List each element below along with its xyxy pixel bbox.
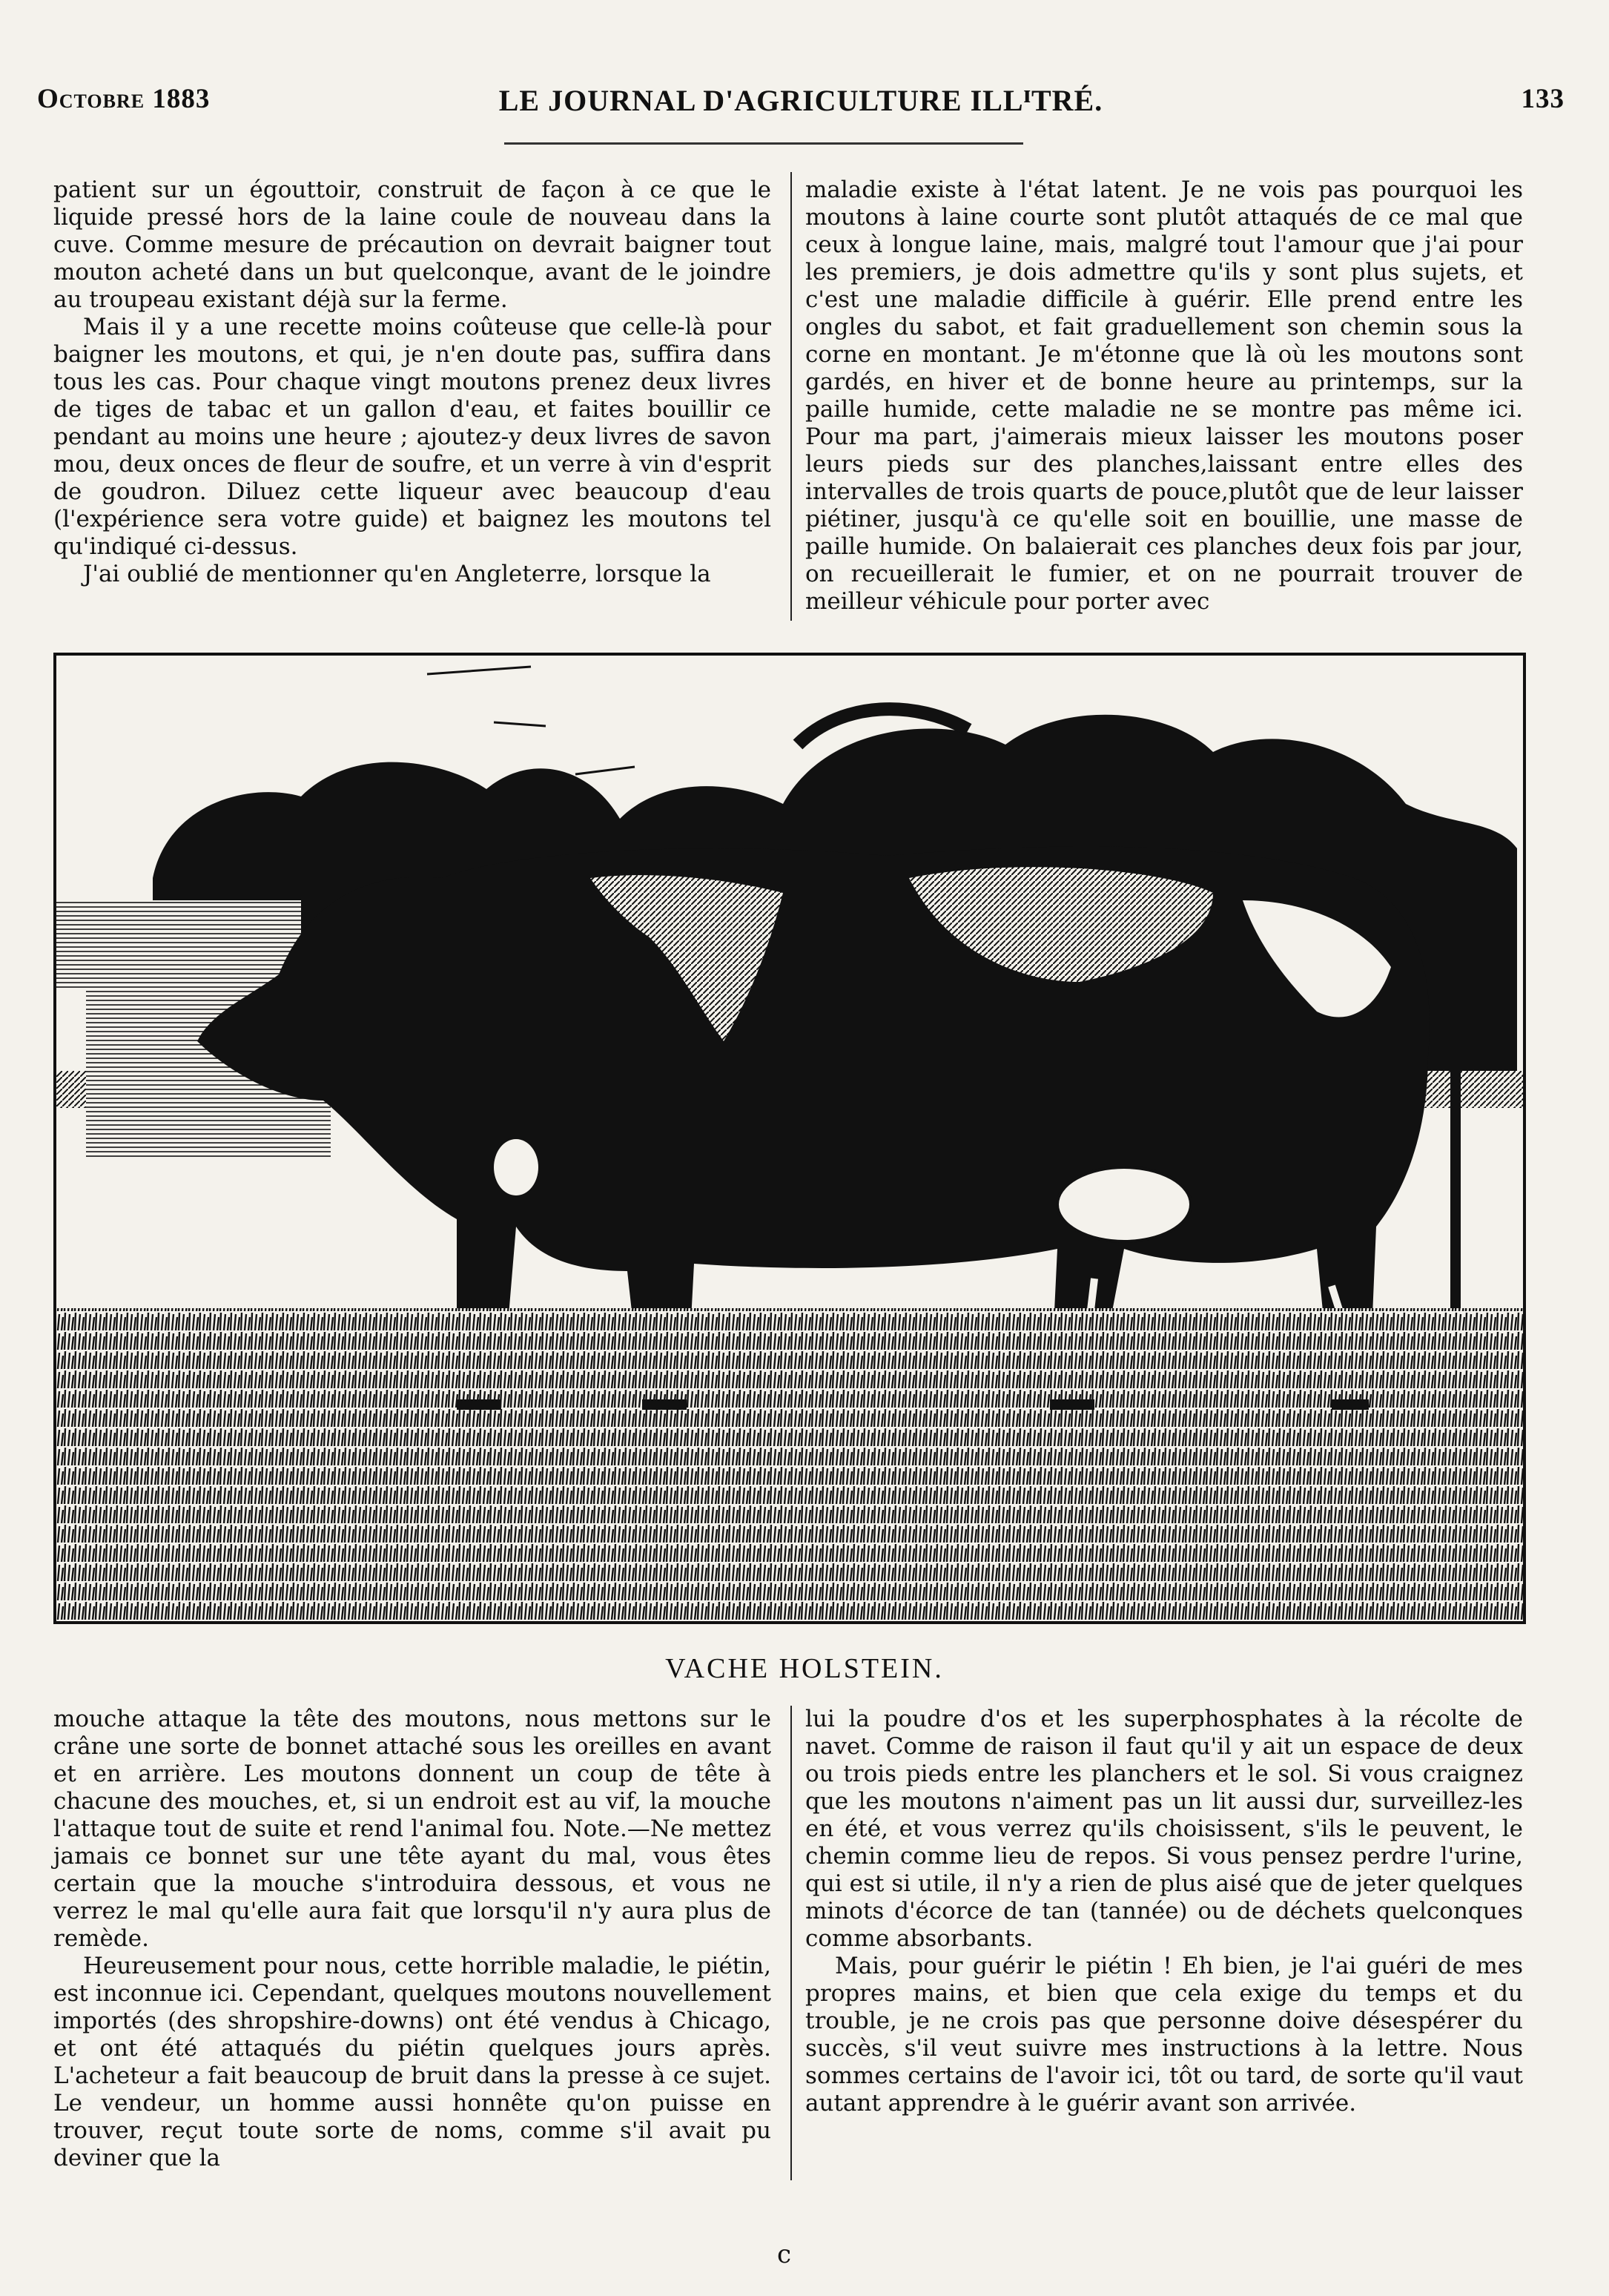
bottom-right-column — [805, 1706, 1523, 2117]
journal-title: LE JOURNAL D'AGRICULTURE ILLᴵTRÉ. — [498, 84, 1103, 117]
paragraph: mouche attaque la tête des moutons, nous mettons sur le crâne une sorte de bonnet attaché sous les oreilles en avant et en arrière. Les moutons donnent un coup de tête à chacune des mouches, et, si un endroit est au vif, la mouche l'attaque tout de suite et rend l'animal fou. Note.—Ne mettez jamais ce bonnet sur une tête ayant du mal, vous êtes certain que la mouche s'introduira dessous, et vous ne verrez le mal qu'elle aura fait que lorsqu'il n'y aura plus de remède. — [53, 1706, 771, 1952]
column-divider — [790, 172, 792, 621]
header-rule — [504, 142, 1023, 145]
page-number: 133 — [1521, 84, 1565, 114]
holstein-cow-engraving — [53, 653, 1526, 1624]
top-left-column — [53, 177, 771, 588]
paragraph: maladie existe à l'état latent. Je ne vois pas pourquoi les moutons à laine courte sont plutôt attaqués de ce mal que ceux à longue laine, mais, malgré tout l'amour que j'ai pour les premiers, je dois admettre qu'ils y sont plus sujets, et c'est une maladie difficile à guérir. Elle prend entre les ongles du sabot, et fait graduellement son chemin sous la corne en montant. Je m'étonne que là où les moutons sont gardés, en hiver et de bonne heure au printemps, sur la paille humide, cette maladie ne se montre pas même ici. Pour ma part, j'aimerais mieux laisser les moutons poser leurs pieds sur des planches,laissant entre elles des intervalles de trois quarts de pouce,plutôt que de leur laisser piétiner, jusqu'à ce qu'elle soit en bouillie, une masse de paille humide. On balaierait ces planches deux fois par jour, on recueillerait le fumier, et on ne pourrait trouver de meilleur véhicule pour porter avec — [805, 177, 1523, 615]
page-header — [37, 83, 1565, 128]
footer-mark: c — [777, 2240, 792, 2269]
paragraph: Mais, pour guérir le piétin ! Eh bien, je l'ai guéri de mes propres mains, et bien que cela exige du temps et du trouble, je ne crois pas que personne doive désespérer du succès, s'il veut suivre mes instructions à la lettre. Nous sommes certains de l'avoir ici, tôt ou tard, de sorte qu'il vaut autant apprendre à le guérir avant son arrivée. — [805, 1953, 1523, 2117]
figure-caption: VACHE HOLSTEIN. — [665, 1653, 944, 1684]
paragraph: patient sur un égouttoir, construit de façon à ce que le liquide pressé hors de la laine coule de nouveau dans la cuve. Comme mesure de précaution on devrait baigner tout mouton acheté dans un but quelconque, avant de le joindre au troupeau existant déjà sur la ferme. — [53, 177, 771, 313]
paragraph: Mais il y a une recette moins coûteuse que celle-là pour baigner les moutons, et qui, je n'en doute pas, suffira dans tous les cas. Pour chaque vingt moutons prenez deux livres de tiges de tabac et un gallon d'eau, et faites bouillir ce pendant au moins une heure ; ajoutez-y deux livres de savon mou, deux onces de fleur de soufre, et un verre à vin d'esprit de goudron. Diluez cette liqueur avec beaucoup d'eau (l'expérience sera votre guide) et baignez les moutons tel qu'indiqué ci-dessus. — [53, 314, 771, 560]
paragraph: Heureusement pour nous, cette horrible maladie, le piétin, est inconnue ici. Cependant, quelques moutons nouvellement importés (des shropshire-downs) ont été vendus à Chicago, et ont été attaqués du piétin quelques jours après. L'acheteur a fait beaucoup de bruit dans la presse à ce sujet. Le vendeur, un homme aussi honnête qu'on puisse en trouver, reçut toute sorte de noms, comme s'il avait pu deviner que la — [53, 1953, 771, 2171]
paragraph: J'ai oublié de mentionner qu'en Angleterre, lorsque la — [83, 561, 711, 587]
bottom-left-column — [53, 1706, 771, 2172]
column-divider — [790, 1706, 792, 2180]
paragraph: lui la poudre d'os et les superphosphates à la récolte de navet. Comme de raison il faut qu'il y ait un espace de deux ou trois pieds entre les planchers et le sol. Si vous craignez que les moutons n'aiment pas un lit aussi dur, surveillez-les en été, et vous verrez qu'ils choisissent, s'ils le peuvent, le chemin comme lieu de repos. Si vous pensez perdre l'urine, qui est si utile, il n'y a rien de plus aisé que de jeter quelques minots d'écorce de tan (tannée) ou de déchets quelconques comme absorbants. — [805, 1706, 1523, 1952]
header-date: Octobre 1883 — [37, 84, 211, 114]
top-right-column — [805, 177, 1523, 616]
